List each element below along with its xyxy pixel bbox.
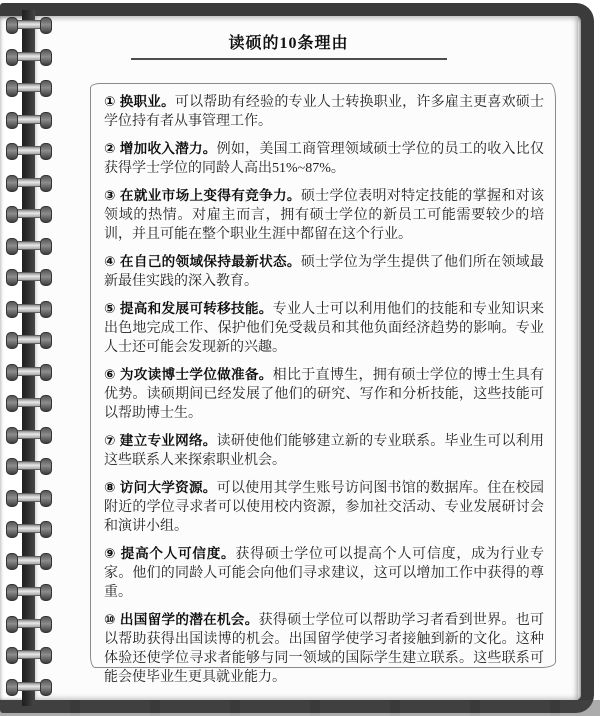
binder-ring bbox=[7, 335, 51, 344]
binder-ring bbox=[7, 430, 51, 439]
reason-item bbox=[104, 544, 544, 602]
binder-ring bbox=[7, 272, 51, 281]
reason-body: 读研使他们能够建立新的专业联系。毕业生可以利用这些联系人来探索职业机会。 bbox=[104, 434, 544, 468]
binder-ring bbox=[7, 682, 51, 691]
binder-ring bbox=[7, 461, 51, 470]
reason-item bbox=[104, 139, 544, 178]
reasons-box bbox=[90, 83, 556, 685]
binder-ring bbox=[7, 398, 51, 407]
reason-body: 相比于直博生，拥有硕士学位的博士生具有优势。读硕期间已经发展了他们的研究、写作和分析技能，这些技能可以帮助博士生。 bbox=[104, 368, 544, 421]
binder-ring bbox=[7, 619, 51, 628]
reason-lead: ⑧ 访问大学资源。 bbox=[104, 480, 217, 495]
reason-body: 获得硕士学位可以帮助学习者看到世界。也可以帮助获得出国读博的机会。出国留学使学习者接触到新的文化。这种体验还使学位寻求者能够与同一领域的国际学生建立联系。这些联系可能会使毕业生更具就业能力。 bbox=[104, 613, 544, 685]
reason-body: 获得硕士学位可以提高个人可信度，成为行业专家。他们的同龄人可能会向他们寻求建议，这可以增加工作中获得的尊重。 bbox=[104, 547, 544, 600]
reason-lead: ⑥ 为攻读博士学位做准备。 bbox=[104, 367, 273, 382]
reason-lead: ③ 在就业市场上变得有竞争力。 bbox=[104, 188, 301, 203]
binder-ring bbox=[7, 209, 51, 218]
reason-lead: ⑨ 提高个人可信度。 bbox=[104, 546, 236, 561]
notebook-page bbox=[35, 16, 578, 700]
page-title: 读硕的10条理由 bbox=[228, 35, 349, 52]
binder-ring bbox=[7, 241, 51, 250]
binder-ring bbox=[7, 524, 51, 533]
reason-body: 可以帮助有经验的专业人士转换职业，许多雇主更喜欢硕士学位持有者从事管理工作。 bbox=[104, 95, 544, 129]
binder-ring bbox=[7, 146, 51, 155]
reason-item bbox=[104, 365, 544, 423]
reason-lead: ⑩ 出国留学的潜在机会。 bbox=[104, 612, 259, 627]
notebook-cover-bottom-edge bbox=[0, 700, 600, 716]
reason-lead: ② 增加收入潜力。 bbox=[104, 141, 217, 156]
title-block bbox=[35, 30, 578, 60]
binder-ring bbox=[7, 83, 51, 92]
reason-item bbox=[104, 478, 544, 536]
reason-item bbox=[104, 299, 544, 357]
reason-lead: ⑤ 提高和发展可转移技能。 bbox=[104, 301, 273, 316]
spiral-binding bbox=[0, 0, 60, 716]
reason-body: 专业人士可以利用他们的技能和专业知识来出色地完成工作、保护他们免受裁员和其他负面经济趋势的影响。专业人士还可能会发现新的兴趣。 bbox=[104, 302, 544, 355]
reason-lead: ④ 在自己的领域保持最新状态。 bbox=[104, 254, 301, 269]
binder-ring bbox=[7, 115, 51, 124]
title-underline bbox=[131, 58, 447, 60]
binder-ring bbox=[7, 587, 51, 596]
reason-item bbox=[104, 431, 544, 470]
binder-ring bbox=[7, 650, 51, 659]
reason-lead: ⑦ 建立专业网络。 bbox=[104, 433, 217, 448]
reason-item bbox=[104, 610, 544, 687]
reason-item bbox=[104, 186, 544, 244]
reason-item bbox=[104, 252, 544, 291]
reasons-list bbox=[104, 92, 544, 687]
reason-body: 可以使用其学生账号访问图书馆的数据库。住在校园附近的学位寻求者可以使用校内资源，参加社交活动、专业发展研讨会和演讲小组。 bbox=[104, 481, 544, 534]
reason-item bbox=[104, 92, 544, 131]
reason-body: 硕士学位表明对特定技能的掌握和对该领域的热情。对雇主而言，拥有硕士学位的新员工可能需要较少的培训，并且可能在整个职业生涯中都留在这个行业。 bbox=[104, 189, 544, 242]
reason-lead: ① 换职业。 bbox=[104, 94, 175, 109]
binder-ring bbox=[7, 367, 51, 376]
binder-ring bbox=[7, 52, 51, 61]
binder-ring bbox=[7, 493, 51, 502]
binder-ring bbox=[7, 20, 51, 29]
binder-ring bbox=[7, 178, 51, 187]
reason-body: 例如，美国工商管理领域硕士学位的员工的收入比仅获得学士学位的同龄人高出51%~87%。 bbox=[104, 142, 544, 176]
reason-body: 硕士学位为学生提供了他们所在领域最新最佳实践的深入教育。 bbox=[104, 255, 544, 289]
binder-ring bbox=[7, 304, 51, 313]
binder-ring bbox=[7, 556, 51, 565]
